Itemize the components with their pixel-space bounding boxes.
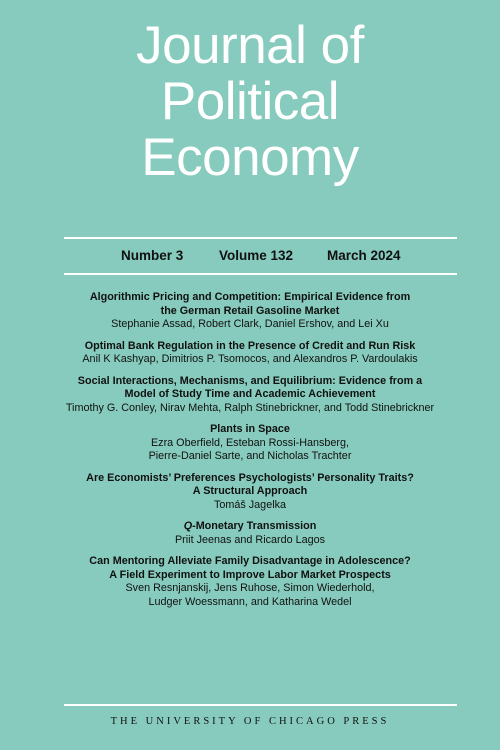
publisher-name: THE UNIVERSITY OF CHICAGO PRESS <box>110 716 390 727</box>
journal-title <box>0 18 500 186</box>
article-entry <box>0 291 500 332</box>
journal-title-line: Journal of <box>136 16 364 75</box>
article-entry <box>0 423 500 464</box>
article-title: Can Mentoring Alleviate Family Disadvantage in Adolescence? A Field Experiment to Improve Labor Market Prospects <box>89 555 411 581</box>
divider-middle <box>64 273 457 275</box>
table-of-contents <box>0 291 500 617</box>
journal-title-line: Economy <box>141 128 359 187</box>
article-title: Algorithmic Pricing and Competition: Empirical Evidence from the German Retail Gasoline Market <box>89 291 411 317</box>
article-title-italic: Q <box>183 520 193 532</box>
divider-top <box>64 237 457 239</box>
issue-number: Number 3 <box>121 248 184 263</box>
issue-date: March 2024 <box>327 248 401 263</box>
article-title: Social Interactions, Mechanisms, and Equilibrium: Evidence from a Model of Study Time and Academic Achievement <box>77 374 423 400</box>
article-authors: Stephanie Assad, Robert Clark, Daniel Ershov, and Lei Xu <box>111 318 389 330</box>
article-title: Plants in Space <box>210 423 290 435</box>
journal-title-line: Political <box>160 72 340 131</box>
issue-volume: Volume 132 <box>219 248 294 263</box>
article-entry <box>0 472 500 513</box>
article-title: Optimal Bank Regulation in the Presence of Credit and Run Risk <box>84 339 416 352</box>
article-entry <box>0 375 500 416</box>
article-authors: Priit Jeenas and Ricardo Lagos <box>174 533 326 546</box>
article-authors: Anil K Kashyap, Dimitrios P. Tsomocos, and Alexandros P. Vardoulakis <box>82 353 418 365</box>
article-entry <box>0 340 500 367</box>
article-authors: Tomáš Jagelka <box>213 498 286 511</box>
article-entry <box>0 555 500 609</box>
article-title: Q-Monetary Transmission <box>183 520 317 532</box>
article-entry <box>0 520 500 547</box>
divider-bottom <box>64 704 457 706</box>
article-title: Are Economists’ Preferences Psychologists’ Personality Traits? A Structural Approach <box>86 471 414 497</box>
article-authors: Ezra Oberfield, Esteban Rossi-Hansberg, Pierre-Daniel Sarte, and Nicholas Trachter <box>148 436 352 462</box>
article-authors: Sven Resnjanskij, Jens Ruhose, Simon Wiederhold, Ludger Woessmann, and Katharina Wedel <box>125 582 375 608</box>
article-authors: Timothy G. Conley, Nirav Mehta, Ralph Stinebrickner, and Todd Stinebrickner <box>65 401 435 414</box>
